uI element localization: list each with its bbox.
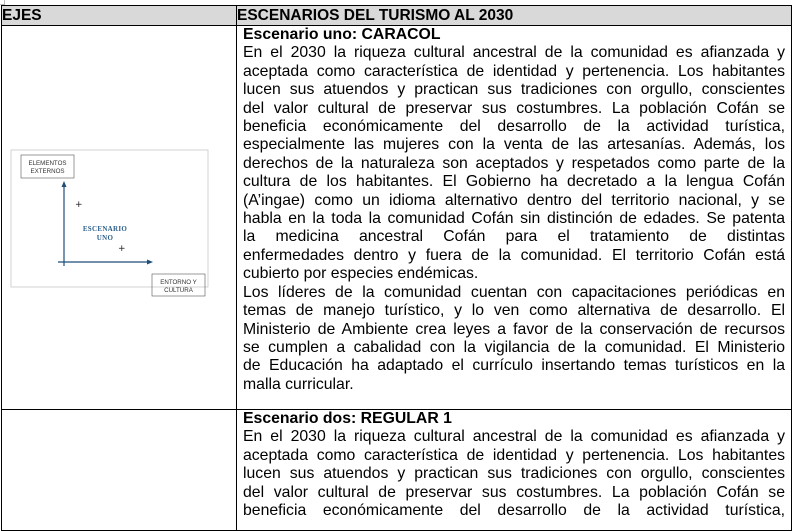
header-ejes: EJES xyxy=(2,6,237,26)
paragraph-line: aceptada como característica de identidad y pertenencia. Los habitantes xyxy=(243,446,785,464)
paragraph-line: En el 2030 la riqueza cultural ancestral de la comunidad es afianzada y xyxy=(243,44,785,62)
paragraph-line: la medicina ancestral Cofán para el tratamiento de distintas xyxy=(243,228,785,246)
paragraph-line: En el 2030 la riqueza cultural ancestral de la comunidad es afianzada y xyxy=(243,428,785,446)
paragraph-line: aceptada como característica de identidad y pertenencia. Los habitantes xyxy=(243,62,785,80)
paragraph-line: cultura de los habitantes. El Gobierno ha decretado a la lengua Cofán xyxy=(243,173,785,191)
paragraph-line: especialmente las mujeres con la venta de las artesanías. Además, los xyxy=(243,136,785,154)
paragraph-line: habla en la toda la comunidad Cofán sin distinción de edades. Se patenta xyxy=(243,210,785,228)
paragraph-line: beneficia económicamente del desarrollo de la actividad turística, xyxy=(243,118,785,136)
y-axis-label-line1: ELEMENTOS xyxy=(28,160,67,167)
axes-diagram xyxy=(2,26,237,409)
paragraph-line: de Educación ha adaptado el currículo insertando temas turísticos en la xyxy=(243,357,785,375)
x-axis-label-line2: CULTURA xyxy=(164,287,193,294)
center-label-line1: ESCENARIO xyxy=(82,225,128,233)
x-axis-label-line1: ENTORNO Y xyxy=(160,279,197,286)
scenario1-paragraph2 xyxy=(243,284,785,394)
paragraph-line: malla curricular. xyxy=(243,375,354,393)
paragraph-line: del valor cultural de preservar sus costumbres. La población Cofán se xyxy=(243,483,785,501)
x-axis-arrow-icon xyxy=(147,260,153,265)
paragraph-line: temas de manejo turístico, y lo ven como alternativa de desarrollo. El xyxy=(243,302,785,320)
table-header-row xyxy=(2,6,792,26)
y-axis-arrow-icon xyxy=(62,181,67,187)
paragraph-line: Los líderes de la comunidad cuentan con capacitaciones periódicas en xyxy=(243,283,785,301)
plus-y-icon: + xyxy=(75,200,83,210)
paragraph-line: (A’ingae) como un idioma alternativo dentro del territorio nacional, y se xyxy=(243,191,785,209)
header-escenarios: ESCENARIOS DEL TURISMO AL 2030 xyxy=(237,6,792,26)
paragraph-line: derechos de la naturaleza son aceptados y respetados como parte de la xyxy=(243,154,785,172)
empty-ejes-cell xyxy=(2,410,237,531)
y-axis-label-line2: EXTERNOS xyxy=(30,168,65,175)
table-row-scenario2 xyxy=(2,410,792,531)
scenario1-title: Escenario uno: CARACOL xyxy=(243,26,441,43)
paragraph-line: enfermedades dentro y fuera de la comunidad. El territorio Cofán está xyxy=(243,246,785,264)
scenario1-paragraph1 xyxy=(243,44,785,283)
paragraph-line: Ministerio de Ambiente crea leyes a favor de la conservación de recursos xyxy=(243,320,785,338)
paragraph-line: se cumplen a cabalidad con la vigilancia de la comunidad. El Ministerio xyxy=(243,338,785,356)
scenario1-text-cell xyxy=(237,26,792,410)
scenario2-text-cell xyxy=(237,410,792,531)
scenario2-paragraph1 xyxy=(243,428,785,520)
paragraph-line: lucen sus atuendos y practican sus tradiciones con orgullo, conscientes xyxy=(243,81,785,99)
paragraph-line: beneficia económicamente del desarrollo de la actividad turística, xyxy=(243,502,785,520)
paragraph-line: lucen sus atuendos y practican sus tradiciones con orgullo, conscientes xyxy=(243,465,785,483)
center-label-line2: UNO xyxy=(96,234,114,242)
paragraph-line: del valor cultural de preservar sus costumbres. La población Cofán se xyxy=(243,99,785,117)
axes-diagram-cell xyxy=(2,26,237,410)
plus-x-icon: + xyxy=(118,244,126,254)
scenarios-table xyxy=(1,5,792,531)
table-row-scenario1 xyxy=(2,26,792,410)
paragraph-line: cubierto por especies endémicas. xyxy=(243,265,479,283)
scenario2-title: Escenario dos: REGULAR 1 xyxy=(243,410,452,427)
